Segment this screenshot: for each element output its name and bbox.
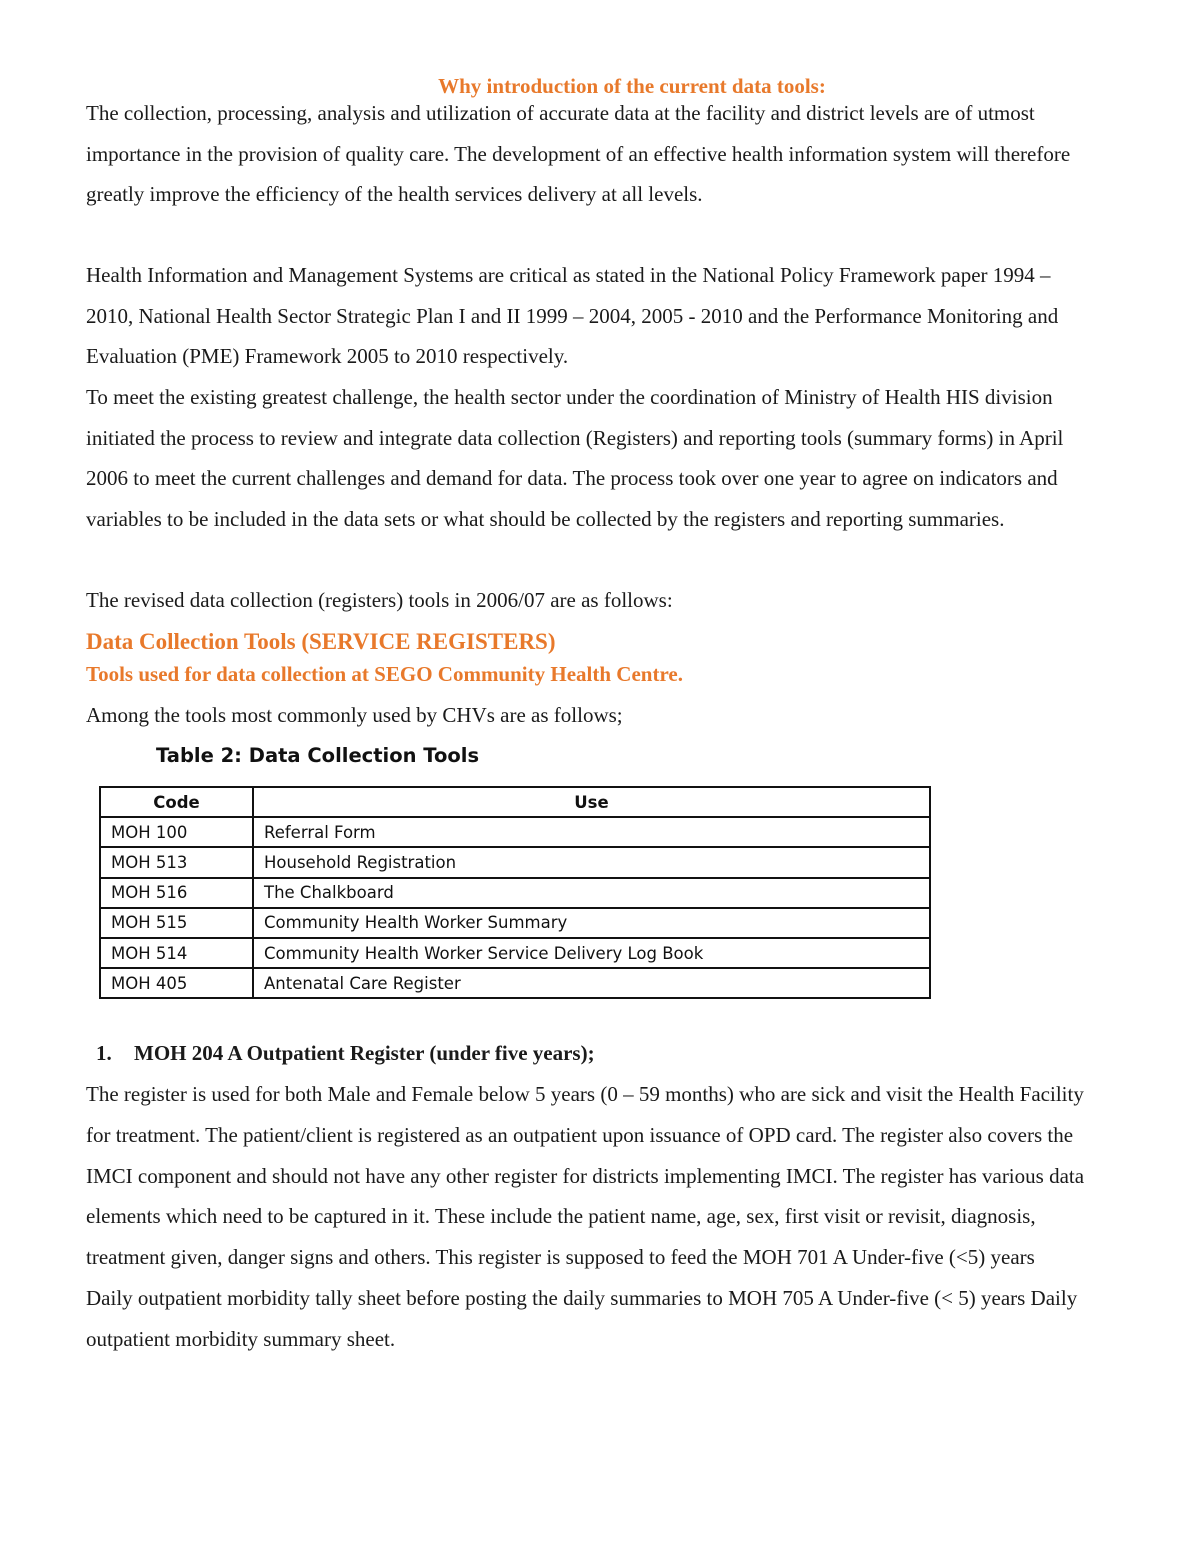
paragraph-data-importance: The collection, processing, analysis and utilization of accurate data at the facility and district levels are of utmost importance in the provision of quality care. The development of an effective health information system will therefore greatly improve the efficiency of the health services delivery at all levels. — [86, 101, 1071, 207]
intro-line: Among the tools most commonly used by CHVs are as follows; — [86, 703, 623, 727]
page-title: Why introduction of the current data tools: — [438, 74, 826, 98]
table-row — [100, 817, 930, 847]
section-title: MOH 204 A Outpatient Register (under five years); — [134, 1041, 595, 1065]
cell-use: Antenatal Care Register — [253, 968, 930, 998]
data-collection-tools-table — [99, 786, 931, 999]
header-use: Use — [253, 787, 930, 817]
table-row — [100, 908, 930, 938]
table-row — [100, 878, 930, 908]
cell-code: MOH 514 — [100, 938, 253, 968]
table-row — [100, 968, 930, 998]
heading-sego-tools: Tools used for data collection at SEGO Community Health Centre. — [86, 662, 683, 686]
paragraph-review-process: To meet the existing greatest challenge, the health sector under the coordination of Ministry of Health HIS division initiated the process to review and integrate data collection (Registers) and reporting tools (summary forms) in April 2006 to meet the current challenges and demand for data. The process took over one year to agree on indicators and variables to be included in the data sets or what should be collected by the registers and reporting summaries. — [86, 385, 1064, 531]
cell-code: MOH 515 — [100, 908, 253, 938]
table-caption: Table 2: Data Collection Tools — [156, 744, 480, 767]
cell-use: The Chalkboard — [253, 878, 930, 908]
table-row — [100, 938, 930, 968]
cell-code: MOH 100 — [100, 817, 253, 847]
table-header-row — [100, 787, 930, 817]
section-heading-moh-204a — [96, 1039, 595, 1067]
table-row — [100, 847, 930, 877]
cell-use: Community Health Worker Service Delivery Log Book — [253, 938, 930, 968]
section-number: 1. — [96, 1041, 112, 1065]
cell-code: MOH 516 — [100, 878, 253, 908]
header-code: Code — [100, 787, 253, 817]
heading-data-collection-tools: Data Collection Tools (SERVICE REGISTERS) — [86, 629, 556, 654]
cell-code: MOH 513 — [100, 847, 253, 877]
paragraph-revised-tools: The revised data collection (registers) tools in 2006/07 are as follows: — [86, 588, 673, 612]
cell-use: Household Registration — [253, 847, 930, 877]
paragraph-moh-204a-description: The register is used for both Male and Female below 5 years (0 – 59 months) who are sick and visit the Health Facility for treatment. The patient/client is registered as an outpatient upon issuance of OPD card. The register also covers the IMCI component and should not have any other register for districts implementing IMCI. The register has various data elements which need to be captured in it. These include the patient name, age, sex, first visit or revisit, diagnosis, treatment given, danger signs and others. This register is supposed to feed the MOH 701 A Under-five (<5) years Daily outpatient morbidity tally sheet before posting the daily summaries to MOH 705 A Under-five (< 5) years Daily outpatient morbidity summary sheet. — [86, 1082, 1085, 1351]
paragraph-his-policy: Health Information and Management Systems are critical as stated in the National Policy Framework paper 1994 – 2010, National Health Sector Strategic Plan I and II 1999 – 2004, 2005 - 2010 and the Performance Monitoring and Evaluation (PME) Framework 2005 to 2010 respectively. — [86, 263, 1059, 369]
cell-code: MOH 405 — [100, 968, 253, 998]
cell-use: Community Health Worker Summary — [253, 908, 930, 938]
cell-use: Referral Form — [253, 817, 930, 847]
